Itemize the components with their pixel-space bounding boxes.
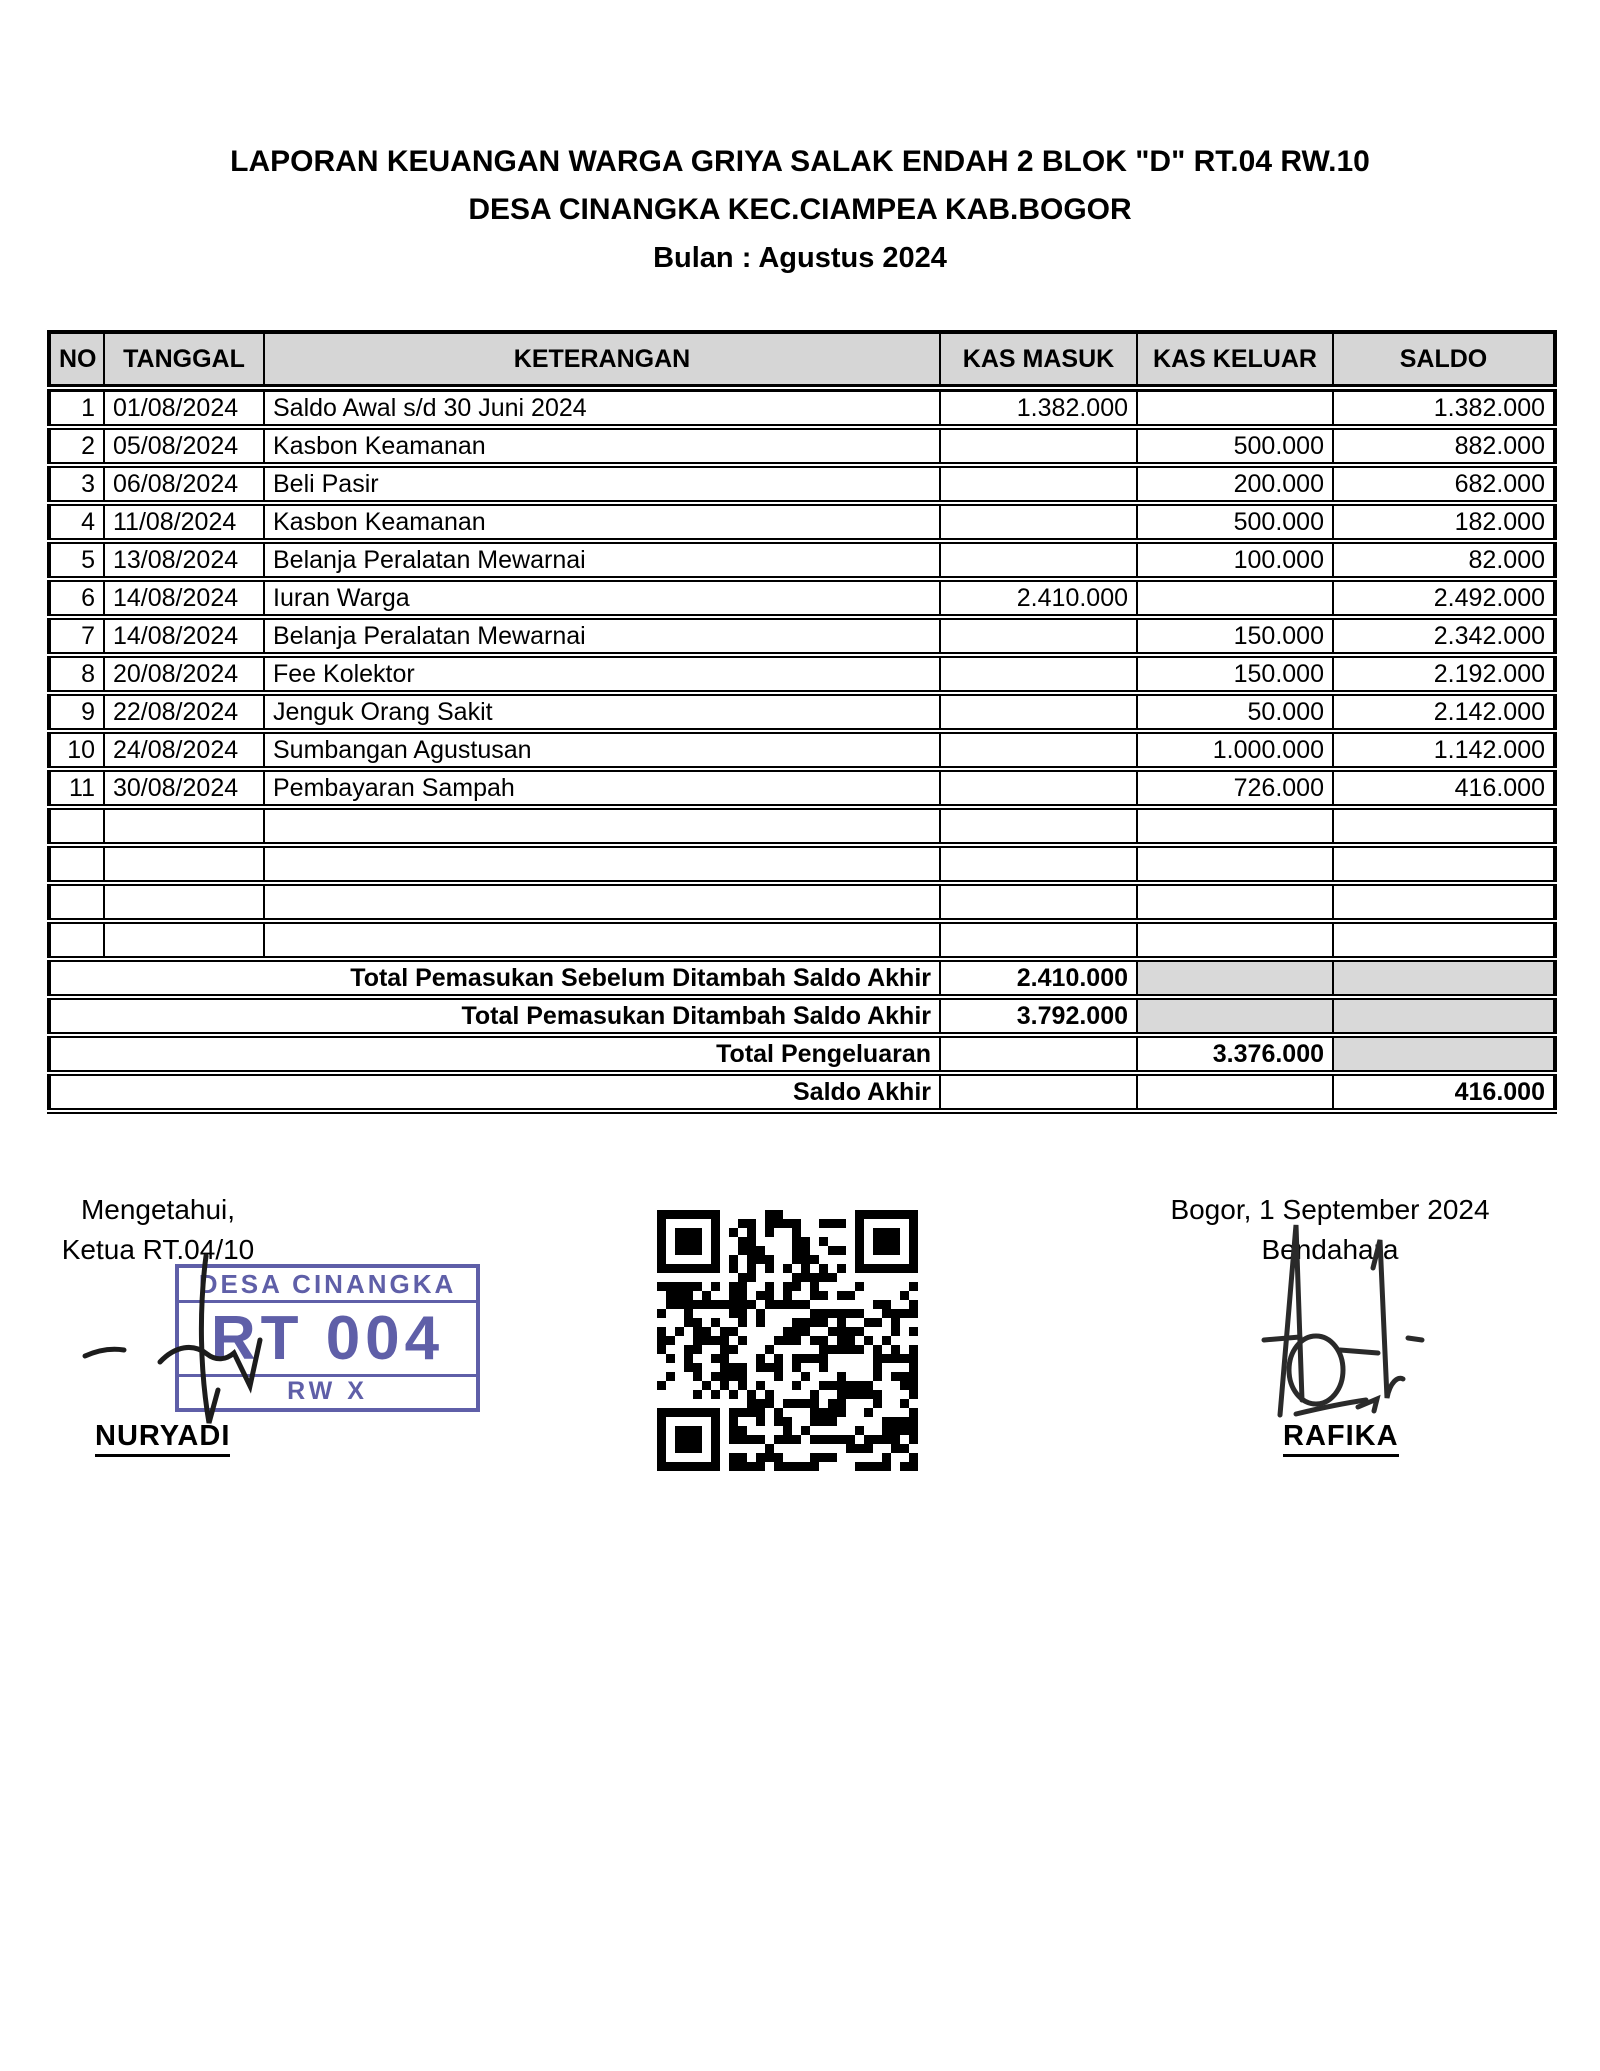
left-signer-name: NURYADI <box>95 1420 230 1457</box>
total-kas-masuk: 3.792.000 <box>940 997 1137 1035</box>
cell-kas-masuk <box>940 769 1137 807</box>
total-kas-masuk: 2.410.000 <box>940 959 1137 997</box>
cell-saldo: 416.000 <box>1333 769 1555 807</box>
cell-kas-masuk <box>940 427 1137 465</box>
cell-no: 1 <box>49 388 104 427</box>
header-keterangan: KETERANGAN <box>264 332 940 388</box>
total-label: Saldo Akhir <box>49 1073 940 1111</box>
cell-tanggal: 24/08/2024 <box>104 731 264 769</box>
cell-kas-masuk: 2.410.000 <box>940 579 1137 617</box>
left-signature-scribble <box>60 1240 500 1440</box>
cell-tanggal: 22/08/2024 <box>104 693 264 731</box>
cell-saldo: 2.192.000 <box>1333 655 1555 693</box>
total-saldo <box>1333 1035 1555 1073</box>
cell-saldo: 882.000 <box>1333 427 1555 465</box>
title-line-2: DESA CINANGKA KEC.CIAMPEA KAB.BOGOR <box>468 193 1132 226</box>
cell-keterangan <box>264 921 940 959</box>
ledger-row-empty <box>49 807 1555 845</box>
cell-keterangan: Saldo Awal s/d 30 Juni 2024 <box>264 388 940 427</box>
right-sign-line-2: Bendahara <box>1261 1234 1399 1265</box>
ledger-total-row <box>49 959 1555 997</box>
total-label: Total Pemasukan Ditambah Saldo Akhir <box>49 997 940 1035</box>
ledger-total-row <box>49 1073 1555 1111</box>
cell-kas-keluar <box>1137 388 1333 427</box>
left-sign-line-1: Mengetahui, <box>80 1194 236 1225</box>
cell-kas-masuk <box>940 465 1137 503</box>
cell-kas-masuk <box>940 541 1137 579</box>
cell-tanggal: 01/08/2024 <box>104 388 264 427</box>
cell-keterangan: Jenguk Orang Sakit <box>264 693 940 731</box>
cell-saldo <box>1333 921 1555 959</box>
right-sign-line-1: Bogor, 1 September 2024 <box>1170 1194 1490 1225</box>
cell-no: 10 <box>49 731 104 769</box>
cell-tanggal: 13/08/2024 <box>104 541 264 579</box>
cell-no: 6 <box>49 579 104 617</box>
cell-saldo <box>1333 807 1555 845</box>
header-kas-keluar: KAS KELUAR <box>1137 332 1333 388</box>
total-kas-keluar <box>1137 997 1333 1035</box>
cell-no: 4 <box>49 503 104 541</box>
cell-kas-keluar <box>1137 845 1333 883</box>
title-line-1: LAPORAN KEUANGAN WARGA GRIYA SALAK ENDAH 2 BLOK "D" RT.04 RW.10 <box>230 145 1370 178</box>
cell-saldo: 1.382.000 <box>1333 388 1555 427</box>
ledger-row <box>49 769 1555 807</box>
cell-tanggal <box>104 883 264 921</box>
cell-kas-keluar: 150.000 <box>1137 655 1333 693</box>
cell-tanggal: 06/08/2024 <box>104 465 264 503</box>
stamp-desa-label: DESA CINANGKA <box>179 1268 476 1303</box>
ledger-row <box>49 465 1555 503</box>
cell-saldo <box>1333 845 1555 883</box>
total-saldo: 416.000 <box>1333 1073 1555 1111</box>
qr-code-image <box>657 1210 918 1471</box>
cell-kas-keluar: 200.000 <box>1137 465 1333 503</box>
header-kas-masuk: KAS MASUK <box>940 332 1137 388</box>
cell-keterangan: Sumbangan Agustusan <box>264 731 940 769</box>
ledger-table <box>47 330 1557 1114</box>
header-saldo: SALDO <box>1333 332 1555 388</box>
ledger-row <box>49 655 1555 693</box>
total-kas-masuk <box>940 1073 1137 1111</box>
cell-saldo: 682.000 <box>1333 465 1555 503</box>
cell-kas-masuk <box>940 655 1137 693</box>
cell-kas-keluar: 500.000 <box>1137 503 1333 541</box>
left-sign-line-2: Ketua RT.04/10 <box>61 1234 255 1265</box>
ledger-row-empty <box>49 921 1555 959</box>
qr-code <box>657 1210 918 1471</box>
cell-saldo: 82.000 <box>1333 541 1555 579</box>
total-kas-keluar <box>1137 1073 1333 1111</box>
right-signer-name: RAFIKA <box>1283 1420 1399 1457</box>
cell-tanggal <box>104 807 264 845</box>
cell-no: 9 <box>49 693 104 731</box>
cell-keterangan: Fee Kolektor <box>264 655 940 693</box>
cell-saldo: 2.342.000 <box>1333 617 1555 655</box>
cell-no <box>49 883 104 921</box>
cell-kas-keluar: 150.000 <box>1137 617 1333 655</box>
cell-kas-masuk <box>940 807 1137 845</box>
cell-kas-keluar: 100.000 <box>1137 541 1333 579</box>
cell-no: 11 <box>49 769 104 807</box>
cell-tanggal <box>104 845 264 883</box>
ledger-header <box>49 332 1555 388</box>
cell-no: 8 <box>49 655 104 693</box>
total-kas-keluar: 3.376.000 <box>1137 1035 1333 1073</box>
ledger-row <box>49 503 1555 541</box>
cell-tanggal: 14/08/2024 <box>104 617 264 655</box>
cell-kas-masuk: 1.382.000 <box>940 388 1137 427</box>
cell-tanggal: 05/08/2024 <box>104 427 264 465</box>
cell-no: 5 <box>49 541 104 579</box>
cell-saldo: 1.142.000 <box>1333 731 1555 769</box>
cell-no: 7 <box>49 617 104 655</box>
total-kas-masuk <box>940 1035 1137 1073</box>
total-kas-keluar <box>1137 959 1333 997</box>
cell-no <box>49 921 104 959</box>
ledger-body <box>49 388 1555 1111</box>
cell-no: 3 <box>49 465 104 503</box>
report-title <box>0 138 1600 282</box>
total-label: Total Pengeluaran <box>49 1035 940 1073</box>
total-saldo <box>1333 959 1555 997</box>
ledger-row <box>49 541 1555 579</box>
cell-saldo <box>1333 883 1555 921</box>
cell-tanggal: 30/08/2024 <box>104 769 264 807</box>
header-no: NO <box>49 332 104 388</box>
cell-keterangan: Beli Pasir <box>264 465 940 503</box>
cell-keterangan: Pembayaran Sampah <box>264 769 940 807</box>
cell-keterangan <box>264 845 940 883</box>
cell-tanggal: 20/08/2024 <box>104 655 264 693</box>
ledger-row-empty <box>49 845 1555 883</box>
cell-kas-keluar: 50.000 <box>1137 693 1333 731</box>
header-tanggal: TANGGAL <box>104 332 264 388</box>
total-saldo <box>1333 997 1555 1035</box>
ledger-row <box>49 427 1555 465</box>
cell-kas-keluar: 500.000 <box>1137 427 1333 465</box>
ledger-total-row <box>49 1035 1555 1073</box>
cell-kas-keluar: 726.000 <box>1137 769 1333 807</box>
cell-kas-masuk <box>940 693 1137 731</box>
cell-no: 2 <box>49 427 104 465</box>
cell-kas-masuk <box>940 503 1137 541</box>
cell-keterangan: Iuran Warga <box>264 579 940 617</box>
cell-keterangan: Kasbon Keamanan <box>264 427 940 465</box>
ledger-row <box>49 693 1555 731</box>
right-signature-scribble <box>1230 1210 1490 1425</box>
cell-kas-keluar <box>1137 883 1333 921</box>
cell-kas-keluar <box>1137 921 1333 959</box>
cell-saldo: 2.492.000 <box>1333 579 1555 617</box>
cell-no <box>49 845 104 883</box>
ledger-total-row <box>49 997 1555 1035</box>
cell-keterangan: Belanja Peralatan Mewarnai <box>264 617 940 655</box>
title-line-month: Bulan : Agustus 2024 <box>653 242 947 274</box>
cell-keterangan <box>264 883 940 921</box>
cell-kas-keluar: 1.000.000 <box>1137 731 1333 769</box>
cell-saldo: 2.142.000 <box>1333 693 1555 731</box>
cell-keterangan: Belanja Peralatan Mewarnai <box>264 541 940 579</box>
cell-kas-masuk <box>940 921 1137 959</box>
cell-kas-keluar <box>1137 579 1333 617</box>
cell-keterangan <box>264 807 940 845</box>
stamp-rt-label: RT 004 <box>210 1304 445 1374</box>
cell-tanggal: 14/08/2024 <box>104 579 264 617</box>
cell-kas-masuk <box>940 845 1137 883</box>
cell-kas-masuk <box>940 617 1137 655</box>
cell-saldo: 182.000 <box>1333 503 1555 541</box>
total-label: Total Pemasukan Sebelum Ditambah Saldo Akhir <box>49 959 940 997</box>
ledger-row-empty <box>49 883 1555 921</box>
ledger-row <box>49 617 1555 655</box>
ledger-row <box>49 579 1555 617</box>
ledger-row <box>49 731 1555 769</box>
cell-tanggal <box>104 921 264 959</box>
stamp-rw-label: RW X <box>179 1374 476 1408</box>
cell-kas-keluar <box>1137 807 1333 845</box>
cell-keterangan: Kasbon Keamanan <box>264 503 940 541</box>
cell-tanggal: 11/08/2024 <box>104 503 264 541</box>
ledger-row <box>49 388 1555 427</box>
cell-kas-masuk <box>940 731 1137 769</box>
cell-kas-masuk <box>940 883 1137 921</box>
cell-no <box>49 807 104 845</box>
